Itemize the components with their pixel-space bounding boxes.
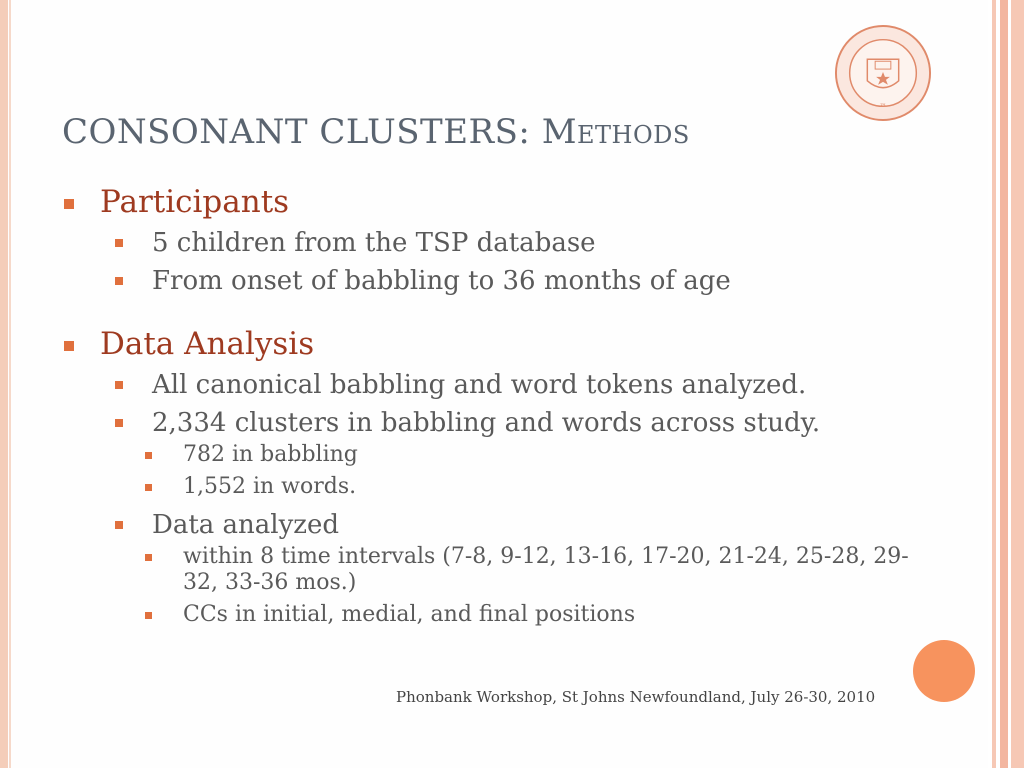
square-bullet-icon (64, 341, 74, 351)
square-bullet-icon (145, 452, 152, 459)
square-bullet-icon (115, 521, 123, 529)
square-bullet-icon (145, 554, 152, 561)
square-bullet-icon (115, 277, 123, 285)
left-border-line (9, 0, 11, 768)
square-bullet-icon (145, 612, 152, 619)
list-item: 5 children from the TSP database (60, 224, 920, 262)
decorative-circle (913, 640, 975, 702)
list-item: CCs in initial, medial, and final positions (60, 602, 920, 628)
left-border (0, 0, 8, 768)
square-bullet-icon (115, 239, 123, 247)
list-item: 782 in babbling (60, 442, 920, 468)
square-bullet-icon (145, 484, 152, 491)
list-item: 1,552 in words. (60, 474, 920, 500)
title-main: CONSONANT CLUSTERS: (62, 112, 542, 152)
square-bullet-icon (115, 381, 123, 389)
square-bullet-icon (115, 419, 123, 427)
list-item: Data analyzed (60, 506, 920, 544)
list-item: All canonical babbling and word tokens analyzed. (60, 366, 920, 404)
title-sub: Methods (541, 112, 690, 152)
content-list (60, 180, 920, 628)
list-item: 2,334 clusters in babbling and words across study. (60, 404, 920, 442)
list-item: From onset of babbling to 36 months of age (60, 262, 920, 300)
right-border-stripes (988, 0, 1024, 768)
svg-text:™: ™ (879, 102, 887, 111)
university-seal-icon (834, 24, 932, 122)
section-heading-participants: Participants (60, 180, 920, 224)
footer-text: Phonbank Workshop, St Johns Newfoundland, July 26-30, 2010 (396, 688, 876, 706)
list-item: within 8 time intervals (7-8, 9-12, 13-16, 17-20, 21-24, 25-28, 29-32, 33-36 mos.) (60, 544, 920, 596)
slide-title (62, 112, 690, 152)
section-heading-data-analysis: Data Analysis (60, 322, 920, 366)
square-bullet-icon (64, 199, 74, 209)
